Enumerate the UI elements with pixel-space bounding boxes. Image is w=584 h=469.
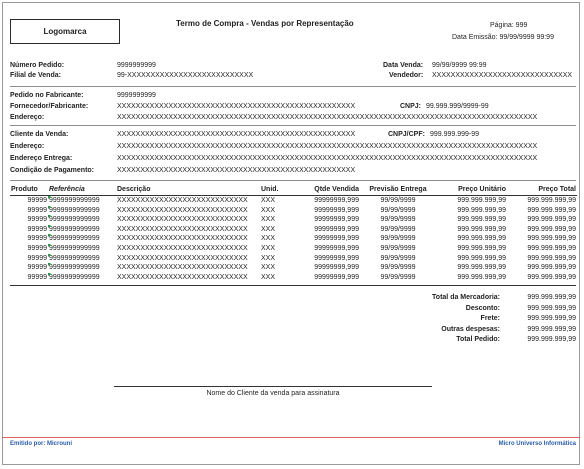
- payment-terms-value: XXXXXXXXXXXXXXXXXXXXXXXXXXXXXXXXXXXXXXXXXXXXXXXXXXX: [117, 167, 356, 174]
- cell-delivery: 99/99/9999: [380, 197, 416, 204]
- cell-unit-price: 999.999.999,99: [457, 235, 506, 243]
- cell-description: XXXXXXXXXXXXXXXXXXXXXXXXXXXX: [117, 244, 248, 252]
- cell-total-price: 999.999.999,99: [527, 264, 576, 272]
- cell-delivery: 99/99/9999: [380, 225, 416, 233]
- client-cnpj-label: CNPJ/CPF:: [388, 131, 425, 138]
- cell-description: XXXXXXXXXXXXXXXXXXXXXXXXXXXX: [117, 273, 248, 281]
- manufacturer-order-value: 9999999999: [117, 92, 156, 99]
- col-header-quantity: Qtde Vendida: [296, 185, 360, 196]
- cell-quantity: 99999999,999: [314, 197, 359, 204]
- cell-reference: [48, 225, 116, 235]
- cell-product: 99999: [27, 206, 47, 214]
- col-header-product: Produto: [10, 185, 48, 196]
- order-total-row: [380, 335, 576, 346]
- cell-unit: XXX: [261, 264, 276, 272]
- cell-delivery: 99/99/9999: [380, 264, 416, 272]
- table-row: [10, 225, 577, 235]
- col-header-reference: Referência: [48, 185, 116, 196]
- table-row: [10, 263, 577, 273]
- logo-placeholder: [10, 19, 120, 44]
- discount-row: [380, 304, 576, 315]
- logo-text: Logomarca: [43, 27, 87, 36]
- cell-total-price: 999.999.999,99: [527, 235, 576, 243]
- page-number: Página: 999: [490, 22, 528, 29]
- sale-date-label: Data Venda:: [383, 62, 424, 69]
- cell-description: XXXXXXXXXXXXXXXXXXXXXXXXXXXX: [117, 264, 248, 272]
- table-bottom-divider: [10, 285, 576, 286]
- cell-total-price: 999.999.999,99: [527, 273, 576, 281]
- cell-unit: XXX: [261, 216, 276, 224]
- client-cnpj-value: 999.999.999-99: [430, 131, 480, 138]
- seller-value: XXXXXXXXXXXXXXXXXXXXXXXXXXXXXX: [432, 72, 573, 79]
- cell-reference-text: 9999999999999: [49, 206, 100, 214]
- cell-unit: XXX: [261, 254, 276, 262]
- supplier-label: Fornecedor/Fabricante:: [10, 103, 89, 110]
- table-row: [10, 206, 577, 216]
- cell-product: 99999: [27, 273, 47, 281]
- cell-total-price: 999.999.999,99: [527, 225, 576, 233]
- seller-label: Vendedor:: [389, 72, 424, 79]
- signature-line: [114, 386, 432, 387]
- order-number-value: 9999999999: [117, 62, 156, 69]
- cell-unit-price: 999.999.999,99: [457, 225, 506, 233]
- client-address-label: Endereço:: [10, 143, 45, 150]
- branch-label: Filial de Venda:: [10, 72, 61, 79]
- table-row: [10, 215, 577, 225]
- footer-divider: [2, 437, 580, 438]
- emission-date: Data Emissão: 99/99/9999 99:99: [452, 34, 554, 41]
- client-address-value: XXXXXXXXXXXXXXXXXXXXXXXXXXXXXXXXXXXXXXXXXXXXXXXXXXXXXXXXXXXXXXXXXXXXXXXXXXXXXXXXXXXXXXXXXX: [117, 143, 538, 150]
- total-label: Total Pedido:: [456, 336, 500, 343]
- cell-product: 99999: [27, 197, 47, 204]
- cell-unit: XXX: [261, 235, 276, 243]
- total-value: 999.999.999,99: [527, 315, 576, 322]
- cell-unit-price: 999.999.999,99: [457, 197, 506, 204]
- cell-reference-text: 9999999999999: [49, 225, 100, 233]
- cell-total-price: 999.999.999,99: [527, 216, 576, 224]
- comment-marker-icon: [48, 254, 51, 257]
- client-label: Cliente da Venda:: [10, 131, 69, 138]
- supplier-cnpj-value: 99.999.999/9999-99: [426, 103, 489, 110]
- totals-block: [380, 293, 576, 346]
- cell-unit: XXX: [261, 225, 276, 233]
- cell-product: 99999: [27, 264, 47, 272]
- comment-marker-icon: [48, 225, 51, 228]
- total-value: 999.999.999,99: [527, 294, 576, 301]
- cell-delivery: 99/99/9999: [380, 273, 416, 281]
- cell-product: 99999: [27, 244, 47, 252]
- delivery-address-value: XXXXXXXXXXXXXXXXXXXXXXXXXXXXXXXXXXXXXXXXXXXXXXXXXXXXXXXXXXXXXXXXXXXXXXXXXXXXXXXXXXXXXXXXXX: [117, 155, 538, 162]
- supplier-address-value: XXXXXXXXXXXXXXXXXXXXXXXXXXXXXXXXXXXXXXXXXXXXXXXXXXXXXXXXXXXXXXXXXXXXXXXXXXXXXXXXXXXXXXXXXX: [117, 114, 538, 121]
- divider: [10, 86, 576, 87]
- divider: [10, 125, 576, 126]
- cell-reference: [48, 206, 116, 216]
- cell-description: XXXXXXXXXXXXXXXXXXXXXXXXXXXX: [117, 225, 248, 233]
- supplier-cnpj-label: CNPJ:: [400, 103, 422, 110]
- cell-description: XXXXXXXXXXXXXXXXXXXXXXXXXXXX: [117, 254, 248, 262]
- cell-delivery: 99/99/9999: [380, 254, 416, 262]
- cell-reference: [48, 196, 116, 206]
- cell-delivery: 99/99/9999: [380, 206, 416, 214]
- supplier-address-label: Endereço:: [10, 114, 45, 121]
- cell-description: XXXXXXXXXXXXXXXXXXXXXXXXXXXX: [117, 216, 248, 224]
- payment-terms-label: Condição de Pagamento:: [10, 167, 95, 174]
- sale-date-value: 99/99/9999 99:99: [432, 62, 487, 69]
- cell-unit: XXX: [261, 197, 276, 204]
- cell-unit-price: 999.999.999,99: [457, 264, 506, 272]
- cell-delivery: 99/99/9999: [380, 216, 416, 224]
- cell-delivery: 99/99/9999: [380, 244, 416, 252]
- items-table: [10, 185, 577, 282]
- total-label: Frete:: [480, 315, 500, 322]
- divider: [10, 180, 576, 181]
- freight-row: [380, 314, 576, 325]
- cell-product: 99999: [27, 235, 47, 243]
- comment-marker-icon: [48, 215, 51, 218]
- cell-product: 99999: [27, 216, 47, 224]
- cell-description: XXXXXXXXXXXXXXXXXXXXXXXXXXXX: [117, 197, 248, 204]
- table-row: [10, 254, 577, 264]
- table-header-row: [10, 185, 577, 196]
- cell-reference-text: 9999999999999: [49, 264, 100, 272]
- cell-product: 99999: [27, 254, 47, 262]
- other-expenses-row: [380, 325, 576, 336]
- cell-unit: XXX: [261, 206, 276, 214]
- document-title: Termo de Compra - Vendas por Representação: [176, 19, 354, 28]
- cell-reference: [48, 263, 116, 273]
- cell-reference: [48, 254, 116, 264]
- signature-caption: Nome do Cliente da venda para assinatura: [206, 390, 340, 397]
- comment-marker-icon: [48, 263, 51, 266]
- cell-reference: [48, 215, 116, 225]
- cell-quantity: 99999999,999: [314, 244, 359, 252]
- cell-unit: XXX: [261, 244, 276, 252]
- comment-marker-icon: [48, 234, 51, 237]
- comment-marker-icon: [48, 244, 51, 247]
- cell-description: XXXXXXXXXXXXXXXXXXXXXXXXXXXX: [117, 235, 248, 243]
- cell-total-price: 999.999.999,99: [527, 206, 576, 214]
- branch-value: 99-XXXXXXXXXXXXXXXXXXXXXXXXXXX: [117, 72, 254, 79]
- cell-reference-text: 9999999999999: [49, 273, 100, 281]
- cell-quantity: 99999999,999: [314, 216, 359, 224]
- cell-unit: XXX: [261, 273, 276, 281]
- cell-unit-price: 999.999.999,99: [457, 216, 506, 224]
- table-row: [10, 234, 577, 244]
- cell-unit-price: 999.999.999,99: [457, 273, 506, 281]
- total-merchandise-row: [380, 293, 576, 304]
- cell-quantity: 99999999,999: [314, 235, 359, 243]
- cell-total-price: 999.999.999,99: [527, 197, 576, 204]
- col-header-delivery: Previsão Entrega: [360, 185, 436, 196]
- table-row: [10, 244, 577, 254]
- total-value: 999.999.999,99: [527, 336, 576, 343]
- cell-unit-price: 999.999.999,99: [457, 244, 506, 252]
- cell-reference-text: 9999999999999: [49, 235, 100, 243]
- cell-quantity: 99999999,999: [314, 264, 359, 272]
- cell-unit-price: 999.999.999,99: [457, 254, 506, 262]
- cell-reference: [48, 273, 116, 283]
- supplier-value: XXXXXXXXXXXXXXXXXXXXXXXXXXXXXXXXXXXXXXXXXXXXXXXXXXX: [117, 103, 356, 110]
- cell-quantity: 99999999,999: [314, 225, 359, 233]
- delivery-address-label: Endereço Entrega:: [10, 155, 73, 162]
- cell-reference-text: 9999999999999: [49, 254, 100, 262]
- cell-quantity: 99999999,999: [314, 254, 359, 262]
- order-number-label: Número Pedido:: [10, 62, 65, 69]
- cell-reference: [48, 234, 116, 244]
- comment-marker-icon: [48, 196, 51, 199]
- cell-total-price: 999.999.999,99: [527, 254, 576, 262]
- cell-description: XXXXXXXXXXXXXXXXXXXXXXXXXXXX: [117, 206, 248, 214]
- cell-product: 99999: [27, 225, 47, 233]
- cell-unit-price: 999.999.999,99: [457, 206, 506, 214]
- cell-total-price: 999.999.999,99: [527, 244, 576, 252]
- cell-quantity: 99999999,999: [314, 206, 359, 214]
- footer-issued-by: Emitido por: Microuni: [10, 441, 72, 447]
- total-label: Total da Mercadoria:: [432, 294, 500, 301]
- col-header-description: Descrição: [116, 185, 260, 196]
- cell-reference: [48, 244, 116, 254]
- client-value: XXXXXXXXXXXXXXXXXXXXXXXXXXXXXXXXXXXXXXXXXXXXXXXXXXX: [117, 131, 356, 138]
- footer-company: Micro Universo Informática: [498, 441, 576, 447]
- table-row: [10, 273, 577, 283]
- col-header-unit-price: Preço Unitário: [436, 185, 507, 196]
- cell-quantity: 99999999,999: [314, 273, 359, 281]
- cell-reference-text: 9999999999999: [49, 216, 100, 224]
- cell-reference-text: 9999999999999: [49, 197, 100, 204]
- manufacturer-order-label: Pedido no Fabricante:: [10, 92, 84, 99]
- total-label: Outras despesas:: [441, 325, 500, 333]
- comment-marker-icon: [48, 206, 51, 209]
- col-header-unit: Unid.: [260, 185, 296, 196]
- total-label: Desconto:: [465, 304, 500, 312]
- cell-delivery: 99/99/9999: [380, 235, 416, 243]
- table-row: [10, 196, 577, 206]
- total-value: 999.999.999,99: [527, 325, 576, 333]
- cell-reference-text: 9999999999999: [49, 244, 100, 252]
- total-value: 999.999.999,99: [527, 304, 576, 312]
- col-header-total-price: Preço Total: [507, 185, 577, 196]
- comment-marker-icon: [48, 273, 51, 276]
